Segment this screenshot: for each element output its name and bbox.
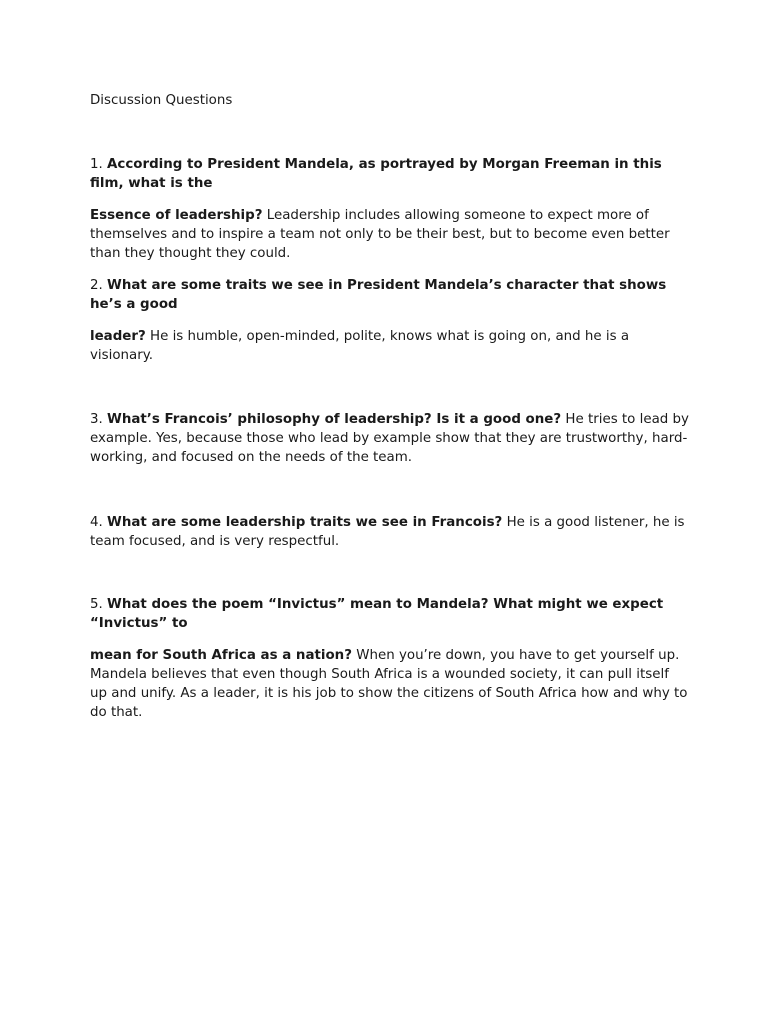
question-1-continuation: [90, 206, 690, 263]
question-1-answer: Leadership includes allowing someone to expect more of themselves and to inspire a team not only to be their best, but to become even better than they thought they could.: [90, 208, 670, 261]
question-3-number: 3.: [90, 412, 108, 427]
question-3-answer: He tries to lead by example. Yes, because those who lead by example show that they are trustworthy, hard-working, and focused on the needs of the team.: [90, 412, 689, 465]
question-5-answer: When you’re down, you have to get yourself up. Mandela believes that even though South Africa is a wounded society, it can pull itself up and unify. As a leader, it is his job to show the citizens of South Africa how and why to do that.: [90, 648, 688, 720]
question-1-heading: [90, 155, 690, 193]
question-1-number: 1.: [90, 157, 108, 172]
question-2-text-part2: leader?: [90, 329, 146, 344]
question-2-heading: [90, 276, 690, 314]
question-2-text-part1: What are some traits we see in President Mandela’s character that shows he’s a good: [90, 278, 667, 312]
question-3: [90, 410, 690, 467]
question-2-continuation: [90, 327, 690, 365]
question-2-number: 2.: [90, 278, 108, 293]
question-3-text: What’s Francois’ philosophy of leadership? Is it a good one?: [107, 412, 562, 427]
document-title: Discussion Questions: [90, 93, 233, 108]
question-1-text-part2: Essence of leadership?: [90, 208, 263, 223]
question-5-heading: [90, 595, 690, 633]
question-4-number: 4.: [90, 515, 108, 530]
question-1-text-part1: According to President Mandela, as portrayed by Morgan Freeman in this film, what is the: [90, 157, 662, 191]
question-5-text-part2: mean for South Africa as a nation?: [90, 648, 352, 663]
question-5-number: 5.: [90, 597, 108, 612]
question-5-text-part1: What does the poem “Invictus” mean to Mandela? What might we expect “Invictus” to: [90, 597, 664, 631]
question-5-continuation: [90, 646, 690, 722]
question-4-text: What are some leadership traits we see in Francois?: [107, 515, 503, 530]
question-4: [90, 513, 690, 551]
question-2-answer: He is humble, open-minded, polite, knows what is going on, and he is a visionary.: [90, 329, 630, 363]
question-4-answer: He is a good listener, he is team focused, and is very respectful.: [90, 515, 685, 549]
